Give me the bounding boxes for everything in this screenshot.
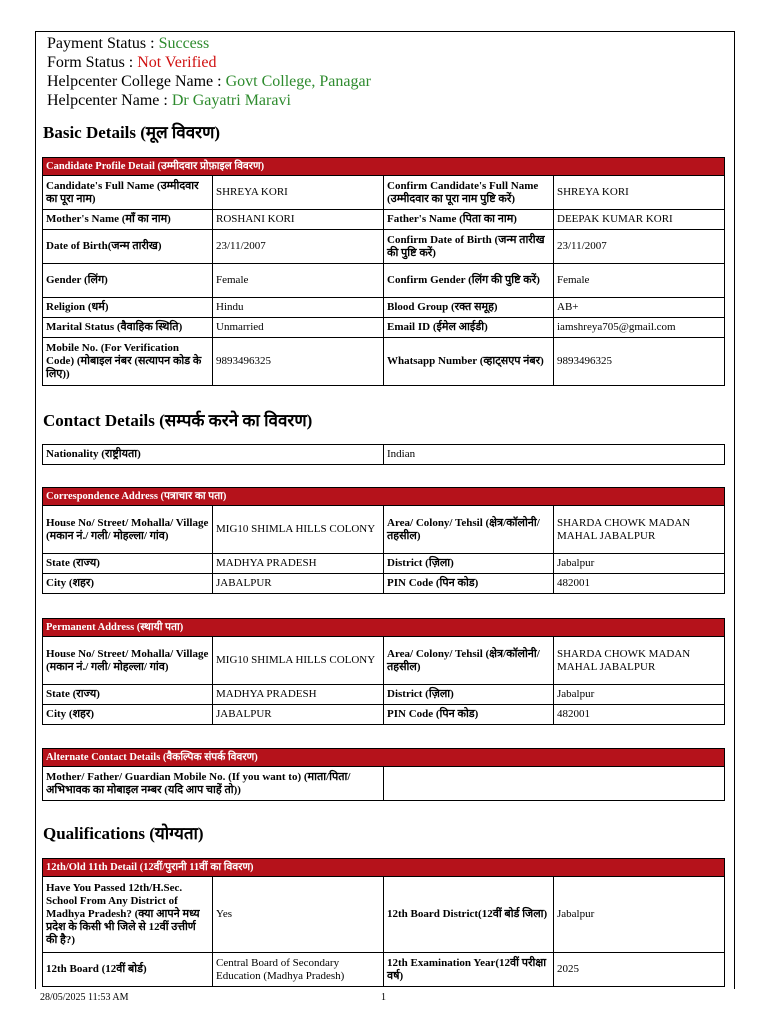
payment-status-value: Success — [158, 35, 210, 52]
table-row: Nationality (राष्ट्रीयता) Indian — [43, 445, 725, 465]
helpcenter-name-value: Dr Gayatri Maravi — [171, 92, 291, 109]
alternate-contact-table — [42, 748, 725, 801]
permanent-address-header: Permanent Address (स्थायी पता) — [43, 619, 725, 637]
table-row: City (शहर) JABALPUR PIN Code (पिन कोड) 482001 — [43, 574, 725, 594]
alternate-contact-header: Alternate Contact Details (वैकल्पिक संपर्क विवरण) — [43, 749, 725, 767]
table-row: Have You Passed 12th/H.Sec. School From Any District of Madhya Pradesh? (क्या आपने मध्य प्रदेश के किसी भी जिले से 12वीं उत्तीर्ण की है?) Yes 12th Board District(12वीं बोर्ड जिला) Jabalpur — [43, 877, 725, 953]
twelfth-detail-table — [42, 858, 725, 987]
print-datetime: 28/05/2025 11:53 AM — [40, 992, 129, 1003]
helpcenter-name: Helpcenter Name : Dr Gayatri Maravi — [47, 92, 291, 109]
helpcenter-college: Helpcenter College Name : Govt College, Panagar — [47, 73, 371, 90]
table-row: Marital Status (वैवाहिक स्थिति) Unmarried Email ID (ईमेल आईडी) iamshreya705@gmail.com — [43, 318, 725, 338]
table-row: City (शहर) JABALPUR PIN Code (पिन कोड) 482001 — [43, 705, 725, 725]
table-row: State (राज्य) MADHYA PRADESH District (ज़िला) Jabalpur — [43, 554, 725, 574]
table-row: Religion (धर्म) Hindu Blood Group (रक्त समूह) AB+ — [43, 298, 725, 318]
table-row: House No/ Street/ Mohalla/ Village (मकान नं./ गली/ मोहल्ला/ गांव) MIG10 SHIMLA HILLS COLONY Area/ Colony/ Tehsil (क्षेत्र/कॉलोनी/तहसील) SHARDA CHOWK MADAN MAHAL JABALPUR — [43, 637, 725, 685]
page-number: 1 — [381, 992, 386, 1003]
permanent-address-table — [42, 618, 725, 725]
candidate-profile-header: Candidate Profile Detail (उम्मीदवार प्रोफ़ाइल विवरण) — [43, 158, 725, 176]
table-row: Mother/ Father/ Guardian Mobile No. (If you want to) (माता/पिता/अभिभावक का मोबाइल नम्बर (यदि आप चाहें तो)) — [43, 767, 725, 801]
table-row: Candidate's Full Name (उम्मीदवार का पूरा नाम) SHREYA KORI Confirm Candidate's Full Name (उम्मीदवार का पूरा नाम पुष्टि करें) SHREYA KORI — [43, 176, 725, 210]
table-row: Mother's Name (माँ का नाम) ROSHANI KORI Father's Name (पिता का नाम) DEEPAK KUMAR KORI — [43, 210, 725, 230]
correspondence-address-header: Correspondence Address (पत्राचार का पता) — [43, 488, 725, 506]
form-status-value: Not Verified — [137, 54, 217, 71]
correspondence-address-table — [42, 487, 725, 594]
nationality-table — [42, 444, 725, 465]
qualifications-heading: Qualifications (योग्यता) — [43, 824, 204, 843]
table-row: Mobile No. (For Verification Code) (मोबाइल नंबर (सत्यापन कोड के लिए)) 9893496325 Whatsapp Number (व्हाट्सएप नंबर) 9893496325 — [43, 338, 725, 386]
form-status: Form Status : Not Verified — [47, 54, 217, 71]
table-row: 12th Board (12वीं बोर्ड) Central Board of Secondary Education (Madhya Pradesh) 12th Examination Year(12वीं परीक्षा वर्ष) 2025 — [43, 953, 725, 987]
candidate-profile-table — [42, 157, 725, 386]
payment-status: Payment Status : Success — [47, 35, 210, 52]
basic-details-heading: Basic Details (मूल विवरण) — [43, 123, 221, 142]
table-row: State (राज्य) MADHYA PRADESH District (ज़िला) Jabalpur — [43, 685, 725, 705]
contact-details-heading: Contact Details (सम्पर्क करने का विवरण) — [43, 411, 313, 430]
table-row: Gender (लिंग) Female Confirm Gender (लिंग की पुष्टि करें) Female — [43, 264, 725, 298]
status-block — [47, 34, 371, 110]
table-row: Date of Birth(जन्म तारीख) 23/11/2007 Confirm Date of Birth (जन्म तारीख की पुष्टि करें) 23/11/2007 — [43, 230, 725, 264]
table-row: House No/ Street/ Mohalla/ Village (मकान नं./ गली/ मोहल्ला/ गांव) MIG10 SHIMLA HILLS COLONY Area/ Colony/ Tehsil (क्षेत्र/कॉलोनी/तहसील) SHARDA CHOWK MADAN MAHAL JABALPUR — [43, 506, 725, 554]
helpcenter-college-value: Govt College, Panagar — [225, 73, 371, 90]
twelfth-detail-header: 12th/Old 11th Detail (12वीं/पुरानी 11वीं का विवरण) — [43, 859, 725, 877]
